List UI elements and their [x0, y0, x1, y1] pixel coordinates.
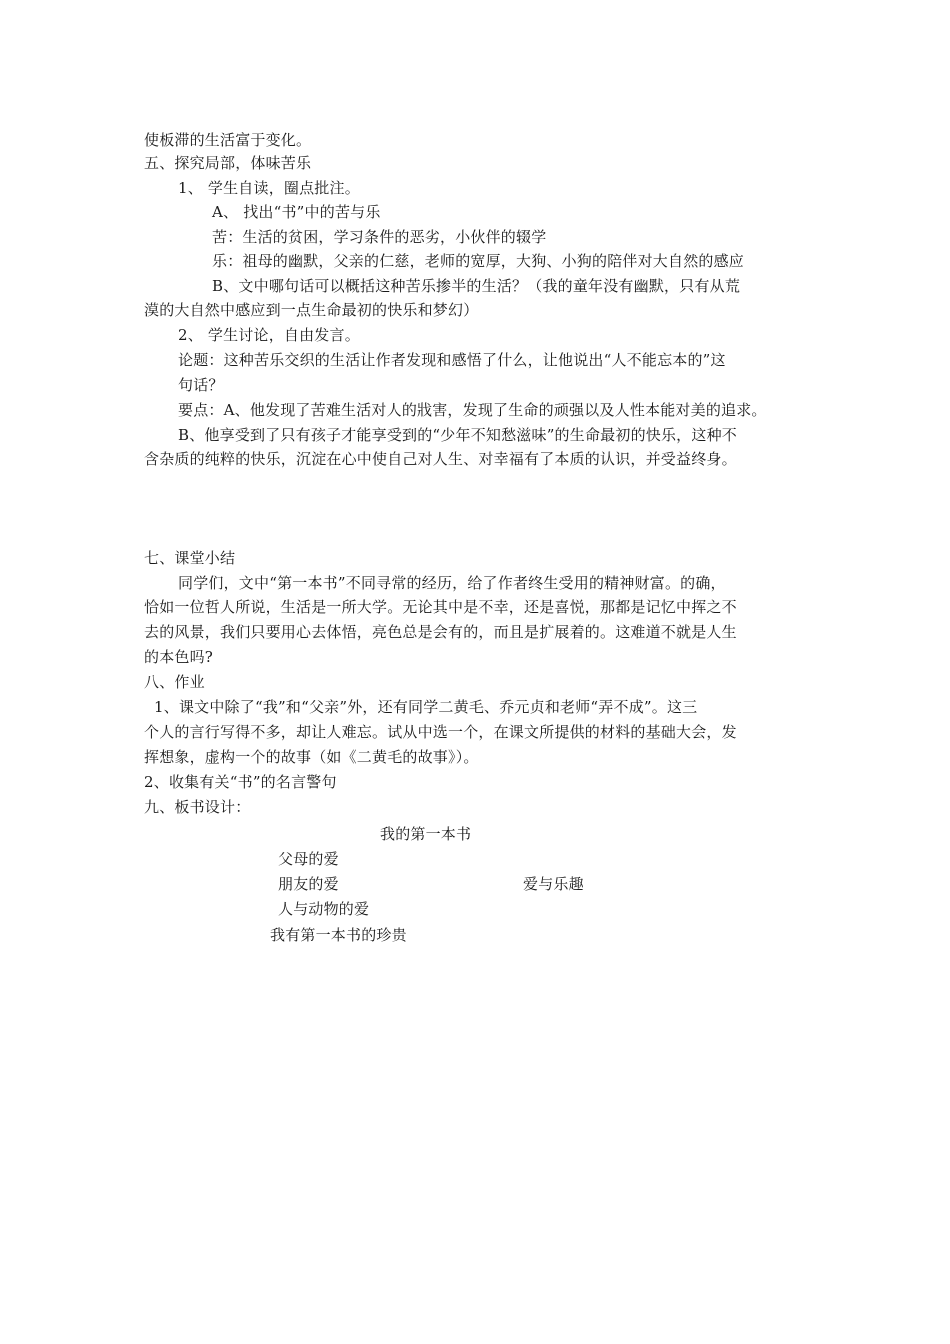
board-item: 父母的爱: [278, 850, 339, 868]
text-line: 句话？: [178, 376, 224, 394]
board-item: 我有第一本书的珍贵: [270, 926, 407, 944]
section-heading: 七、课堂小结: [144, 549, 236, 567]
text-line: 含杂质的纯粹的快乐，沉淀在心中使自己对人生、对幸福有了本质的认识，并受益终身。: [144, 450, 737, 468]
text-line: 要点：A、他发现了苦难生活对人的戕害，发现了生命的顽强以及人性本能对美的追求。: [178, 401, 767, 419]
section-heading: 八、作业: [144, 673, 205, 691]
text-line: 苦：生活的贫困，学习条件的恶劣，小伙伴的辍学: [212, 228, 547, 246]
text-line: 2、收集有关“书”的名言警句: [144, 773, 337, 791]
text-line: 1、课文中除了“我”和“父亲”外，还有同学二黄毛、乔元贞和老师“弄不成”。这三: [154, 698, 698, 716]
section-heading: 九、板书设计：: [144, 798, 251, 816]
section-heading: 五、探究局部，体味苦乐: [144, 154, 312, 172]
text-line: 2、 学生讨论，自由发言。: [178, 326, 360, 344]
text-line: 论题：这种苦乐交织的生活让作者发现和感悟了什么，让他说出“人不能忘本的”这: [178, 351, 726, 369]
text-line: 乐：祖母的幽默，父亲的仁慈，老师的宽厚，大狗、小狗的陪伴对大自然的感应: [212, 252, 745, 270]
text-line: 挥想象，虚构一个的故事（如《二黄毛的故事》）。: [144, 748, 479, 766]
text-line: B、他享受到了只有孩子才能享受到的“少年不知愁滋味”的生命最初的快乐，这种不: [178, 426, 737, 444]
text-line: 的本色吗?: [144, 648, 214, 666]
board-title: 我的第一本书: [380, 825, 472, 843]
text-line: 1、 学生自读，圈点批注。: [178, 179, 360, 197]
board-side-item: 爱与乐趣: [523, 875, 584, 893]
text-line: 个人的言行写得不多，却让人难忘。试从中选一个，在课文所提供的材料的基础大会，发: [144, 723, 737, 741]
board-item: 人与动物的爱: [278, 900, 370, 918]
board-item: 朋友的爱: [278, 875, 339, 893]
text-line: A、 找出“书”中的苦与乐: [212, 203, 381, 221]
text-line: 漠的大自然中感应到一点生命最初的快乐和梦幻）: [144, 301, 479, 319]
text-line: 去的风景，我们只要用心去体悟，亮色总是会有的，而且是扩展着的。这难道不就是人生: [144, 623, 737, 641]
text-line: 使板滞的生活富于变化。: [144, 131, 312, 149]
text-line: 恰如一位哲人所说，生活是一所大学。无论其中是不幸，还是喜悦，那都是记忆中挥之不: [144, 598, 737, 616]
text-line: B、文中哪句话可以概括这种苦乐掺半的生活？（我的童年没有幽默，只有从荒: [212, 277, 741, 295]
text-line: 同学们，文中“第一本书”不同寻常的经历，给了作者终生受用的精神财富。的确，: [178, 574, 726, 592]
